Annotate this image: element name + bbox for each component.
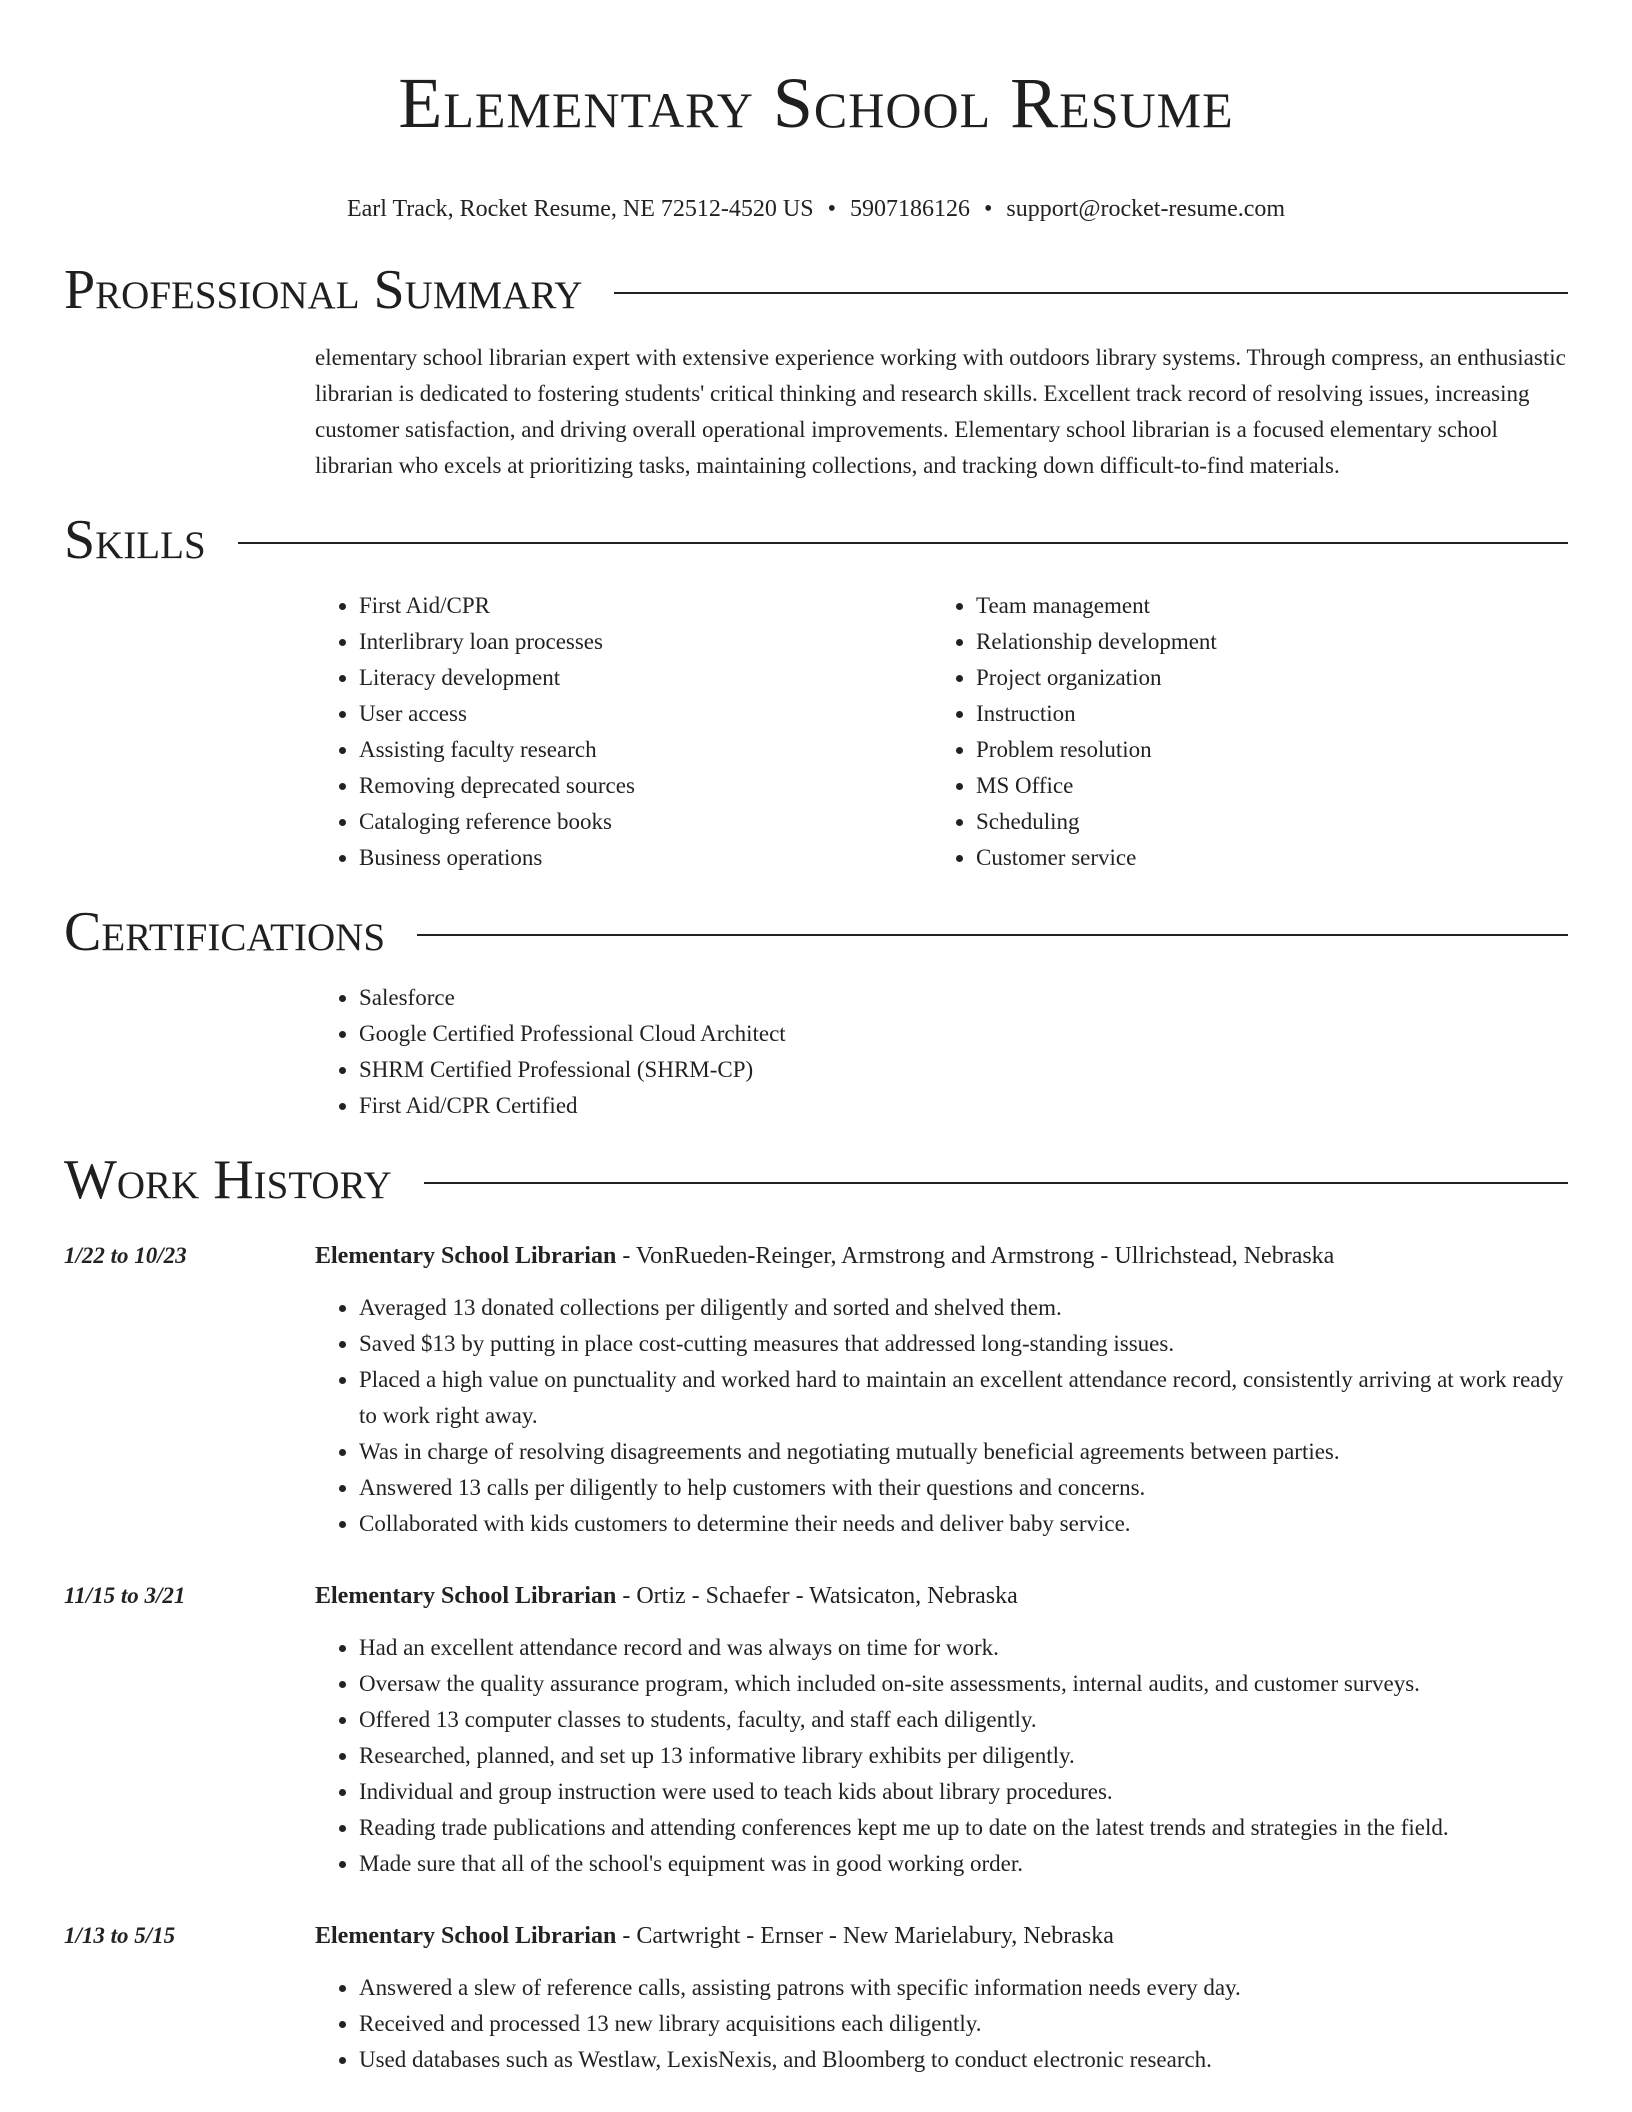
section-divider xyxy=(424,1182,1568,1184)
contact-separator: • xyxy=(983,196,993,222)
skill-item: • Assisting faculty research xyxy=(359,732,932,768)
contact-email: support@rocket-resume.com xyxy=(1006,196,1286,222)
job-bullet: • Researched, planned, and set up 13 informative library exhibits per diligently. xyxy=(359,1738,1568,1774)
skill-item: • Relationship development xyxy=(976,624,1549,660)
job-employer-location: - Cartwright - Ernser - New Marielabury, Nebraska xyxy=(616,1923,1114,1949)
skill-item: • Project organization xyxy=(976,660,1549,696)
skills-column-right xyxy=(932,588,1549,876)
summary-section-header xyxy=(64,258,1568,322)
job-title-line xyxy=(315,1578,1568,1614)
job-bullet: • Answered 13 calls per diligently to help customers with their questions and concerns. xyxy=(359,1470,1568,1506)
certification-item: • SHRM Certified Professional (SHRM-CP) xyxy=(359,1052,1568,1088)
certifications-section-header xyxy=(64,900,1568,964)
resume-title: Elementary School Resume xyxy=(398,63,1234,143)
skills-list xyxy=(315,588,1568,876)
section-divider xyxy=(238,542,1568,544)
skill-item: • First Aid/CPR xyxy=(359,588,932,624)
skills-section-header xyxy=(64,508,1568,572)
work-history-list xyxy=(64,1238,1568,2078)
job-bullets xyxy=(315,1970,1568,2078)
job-entry xyxy=(64,1578,1568,1882)
job-bullet: • Made sure that all of the school's equipment was in good working order. xyxy=(359,1846,1568,1882)
job-bullet: • Oversaw the quality assurance program, which included on-site assessments, internal audits, and customer surveys. xyxy=(359,1666,1568,1702)
job-bullet: • Received and processed 13 new library acquisitions each diligently. xyxy=(359,2006,1568,2042)
job-title-line xyxy=(315,1918,1568,1954)
section-divider xyxy=(614,292,1568,294)
skill-item: • Interlibrary loan processes xyxy=(359,624,932,660)
job-title-line xyxy=(315,1238,1568,1274)
job-bullet: • Offered 13 computer classes to students, faculty, and staff each diligently. xyxy=(359,1702,1568,1738)
job-body xyxy=(315,1918,1568,2078)
skill-item: • Cataloging reference books xyxy=(359,804,932,840)
job-bullets xyxy=(315,1290,1568,1542)
job-bullet: • Collaborated with kids customers to determine their needs and deliver baby service. xyxy=(359,1506,1568,1542)
job-dates: 1/13 to 5/15 xyxy=(64,1923,176,1948)
job-bullet: • Was in charge of resolving disagreements and negotiating mutually beneficial agreements between parties. xyxy=(359,1434,1568,1470)
skill-item: • Problem resolution xyxy=(976,732,1549,768)
skill-item: • User access xyxy=(359,696,932,732)
job-bullet: • Placed a high value on punctuality and worked hard to maintain an excellent attendance record, consistently arriving at work ready to work right away. xyxy=(359,1362,1568,1434)
contact-phone: 5907186126 xyxy=(849,196,970,222)
work-history-section-header xyxy=(64,1148,1568,1212)
skill-item: • Scheduling xyxy=(976,804,1549,840)
section-divider xyxy=(417,934,1568,936)
skill-item: • Removing deprecated sources xyxy=(359,768,932,804)
certifications-items xyxy=(315,980,1568,1124)
job-bullets xyxy=(315,1630,1568,1882)
skill-item: • Customer service xyxy=(976,840,1549,876)
job-bullet: • Individual and group instruction were used to teach kids about library procedures. xyxy=(359,1774,1568,1810)
contact-separator: • xyxy=(827,196,836,222)
job-bullet: • Used databases such as Westlaw, LexisNexis, and Bloomberg to conduct electronic research. xyxy=(359,2042,1568,2078)
skill-item: • Team management xyxy=(976,588,1549,624)
skill-item: • Business operations xyxy=(359,840,932,876)
certification-item: • First Aid/CPR Certified xyxy=(359,1088,1568,1124)
job-body xyxy=(315,1238,1568,1542)
certifications-list xyxy=(315,980,1568,1124)
contact-address: Earl Track, Rocket Resume, NE 72512-4520 US xyxy=(346,196,814,222)
skill-item: • Instruction xyxy=(976,696,1549,732)
certification-item: • Google Certified Professional Cloud Architect xyxy=(359,1016,1568,1052)
skills-column-left xyxy=(315,588,932,876)
certifications-heading: Certifications xyxy=(64,901,386,963)
job-title: Elementary School Librarian xyxy=(315,1243,617,1269)
job-bullet: • Saved $13 by putting in place cost-cutting measures that addressed long-standing issues. xyxy=(359,1326,1568,1362)
job-entry xyxy=(64,1238,1568,1542)
job-employer-location: - VonRueden-Reinger, Armstrong and Armstrong - Ullrichstead, Nebraska xyxy=(616,1243,1335,1269)
skill-item: • Literacy development xyxy=(359,660,932,696)
job-title: Elementary School Librarian xyxy=(315,1923,617,1949)
job-bullet: • Answered a slew of reference calls, assisting patrons with specific information needs every day. xyxy=(359,1970,1568,2006)
job-bullet: • Averaged 13 donated collections per diligently and sorted and shelved them. xyxy=(359,1290,1568,1326)
job-dates: 11/15 to 3/21 xyxy=(64,1583,186,1608)
contact-line xyxy=(64,194,1568,224)
job-bullet: • Reading trade publications and attending conferences kept me up to date on the latest trends and strategies in the field. xyxy=(359,1810,1568,1846)
skills-heading: Skills xyxy=(64,509,206,571)
summary-heading: Professional Summary xyxy=(64,259,583,321)
job-entry xyxy=(64,1918,1568,2078)
skill-item: • MS Office xyxy=(976,768,1549,804)
job-title: Elementary School Librarian xyxy=(315,1583,617,1609)
job-employer-location: - Ortiz - Schaefer - Watsicaton, Nebraska xyxy=(616,1583,1018,1609)
certification-item: • Salesforce xyxy=(359,980,1568,1016)
summary-text: elementary school librarian expert with extensive experience working with outdoors library systems. Through compress, an enthusiastic librarian is dedicated to fostering students' critical thinking and research skills. Excellent track record of resolving issues, increasing customer satisfaction, and driving overall operational improvements. Elementary school librarian is a focused elementary school librarian who excels at prioritizing tasks, maintaining collections, and tracking down difficult-to-find materials. xyxy=(315,345,1566,478)
job-dates: 1/22 to 10/23 xyxy=(64,1243,187,1268)
work-history-heading: Work History xyxy=(64,1149,392,1211)
job-body xyxy=(315,1578,1568,1882)
job-bullet: • Had an excellent attendance record and was always on time for work. xyxy=(359,1630,1568,1666)
